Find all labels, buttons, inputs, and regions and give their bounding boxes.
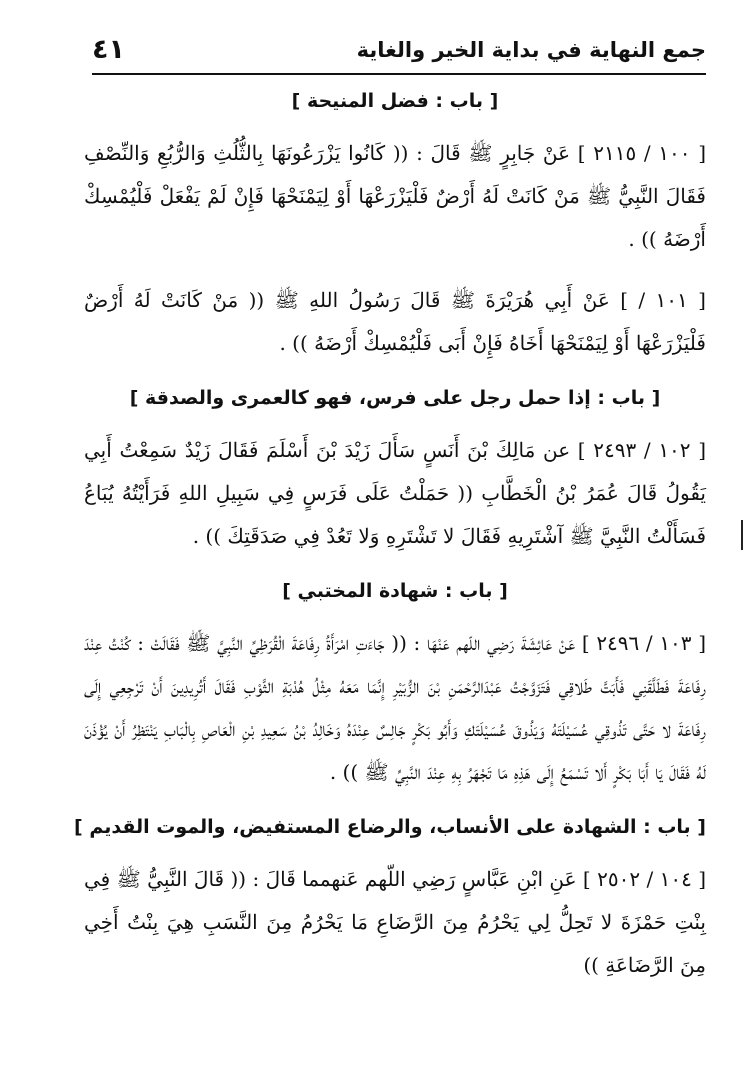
running-head <box>92 28 706 74</box>
hadith-paragraph: [ ١٠٢ / ٢٤٩٣ ] عن مَالِكَ بْنَ أَنَسٍ سَأَلَ زَيْدَ بْنَ أَسْلَمَ فَقَالَ زَيْدٌ سَمِعْتُ أَبِي يَقُولُ قَالَ عُمَرُ بْنُ الْخَطَّابِ (( حَمَلْتُ عَلَى فَرَسٍ فِي سَبِيلِ اللهِ فَرَأَيْتُهُ يُبَاعُ فَسَأَلْتُ النَّبِيَّ ﷺ آشْتَرِيهِ فَقَالَ لا تَشْتَرِهِ وَلا تَعُدْ فِي صَدَقَتِكَ )) . <box>84 438 707 548</box>
hadith-paragraph: [ ١٠٤ / ٢٥٠٢ ] عَنِ ابْنِ عَبَّاسٍ رَضِي اللّهم عَنهمما قَالَ : (( قَالَ النَّبِيُّ ﷺ فِي بِنْتِ حَمْزَةَ لا تَحِلُّ لِي يَحْرُمُ مِنَ الرَّضَاعِ مَا يَحْرُمُ مِنَ النَّسَبِ هِيَ بِنْتُ أَخِي مِنَ الرَّضَاعَةِ )) <box>84 867 706 977</box>
chapter-heading: [ باب : فضل المنيحة ] <box>291 90 499 112</box>
book-title: جمع النهاية في بداية الخير والغاية <box>356 38 706 62</box>
chapter-heading: [ باب : شهادة المختبي ] <box>282 580 508 602</box>
chapter-heading: [ باب : الشهادة على الأنساب، والرضاع المستفيض، والموت القديم ] <box>74 816 706 838</box>
hadith-paragraph: [ ١٠١ / ] عَنْ أَبِي هُرَيْرَةَ ﷺ قَالَ رَسُولُ اللهِ ﷺ (( مَنْ كَانَتْ لَهُ أَرْضٌ فَلْيَزْرَعْهَا أَوْ لِيَمْنَحْهَا أَخَاهُ فَإِنْ أَبَى فَلْيُمْسِكْ أَرْضَهُ )) . <box>84 288 706 355</box>
page-body <box>74 86 707 1005</box>
chapter-heading: [ باب : إذا حمل رجل على فرس، فهو كالعمرى والصدقة ] <box>129 387 661 409</box>
header-rule <box>92 73 706 75</box>
scan-margin-mark <box>741 520 743 550</box>
hadith-paragraph: [ ١٠٣ / ٢٤٩٦ ] عَنْ عَائِشَةَ رَضِي اللّهم عَنْهَا : (( جَاءَتِ امْرَأَةُ رِفَاعَةَ الْقُرَظِيِّ النَّبِيَّ ﷺ فَقَالَتْ : كُنْتُ عِنْدَ رِفَاعَةَ فَطَلَّقَنِي فَأَبَتَّ طَلاقِي فَتَزَوَّجْتُ عَبْدَالرَّحْمَنِ بْنَ الزُّبَيْرِ إِنَّمَا مَعَهُ مِثْلُ هُدْبَةِ الثَّوْبِ فَقَالَ أَتُرِيدِينَ أَنْ تَرْجِعِي إِلَى رِفَاعَةَ لا حَتَّى تَذُوقِي عُسَيْلَتَهُ وَيَذُوقَ عُسَيْلَتَكِ وَأَبُو بَكْرٍ جَالِسٌ عِنْدَهُ وَخَالِدُ بْنُ سَعِيدِ بْنِ الْعَاصِ بِالْبَابِ يَنْتَظِرُ أَنْ يُؤْذَنَ لَهُ فَقَالَ يَا أَبَا بَكْرٍ أَلا تَسْمَعُ إِلَى هَذِهِ مَا تَجْهَرُ بِهِ عِنْدَ النَّبِيِّ ﷺ )) . <box>84 631 706 784</box>
page-number: ٤١ <box>92 34 125 65</box>
hadith-paragraph: [ ١٠٠ / ٢١١٥ ] عَنْ جَابِرٍ ﷺ قَالَ : (( كَانُوا يَزْرَعُونَهَا بِالثُّلُثِ وَالرُّبُعِ وَالنِّصْفِ فَقَالَ النَّبِيُّ ﷺ مَنْ كَانَتْ لَهُ أَرْضٌ فَلْيَزْرَعْهَا أَوْ لِيَمْنَحْهَا فَإِنْ لَمْ يَفْعَلْ فَلْيُمْسِكْ أَرْضَهُ )) . <box>84 141 707 251</box>
